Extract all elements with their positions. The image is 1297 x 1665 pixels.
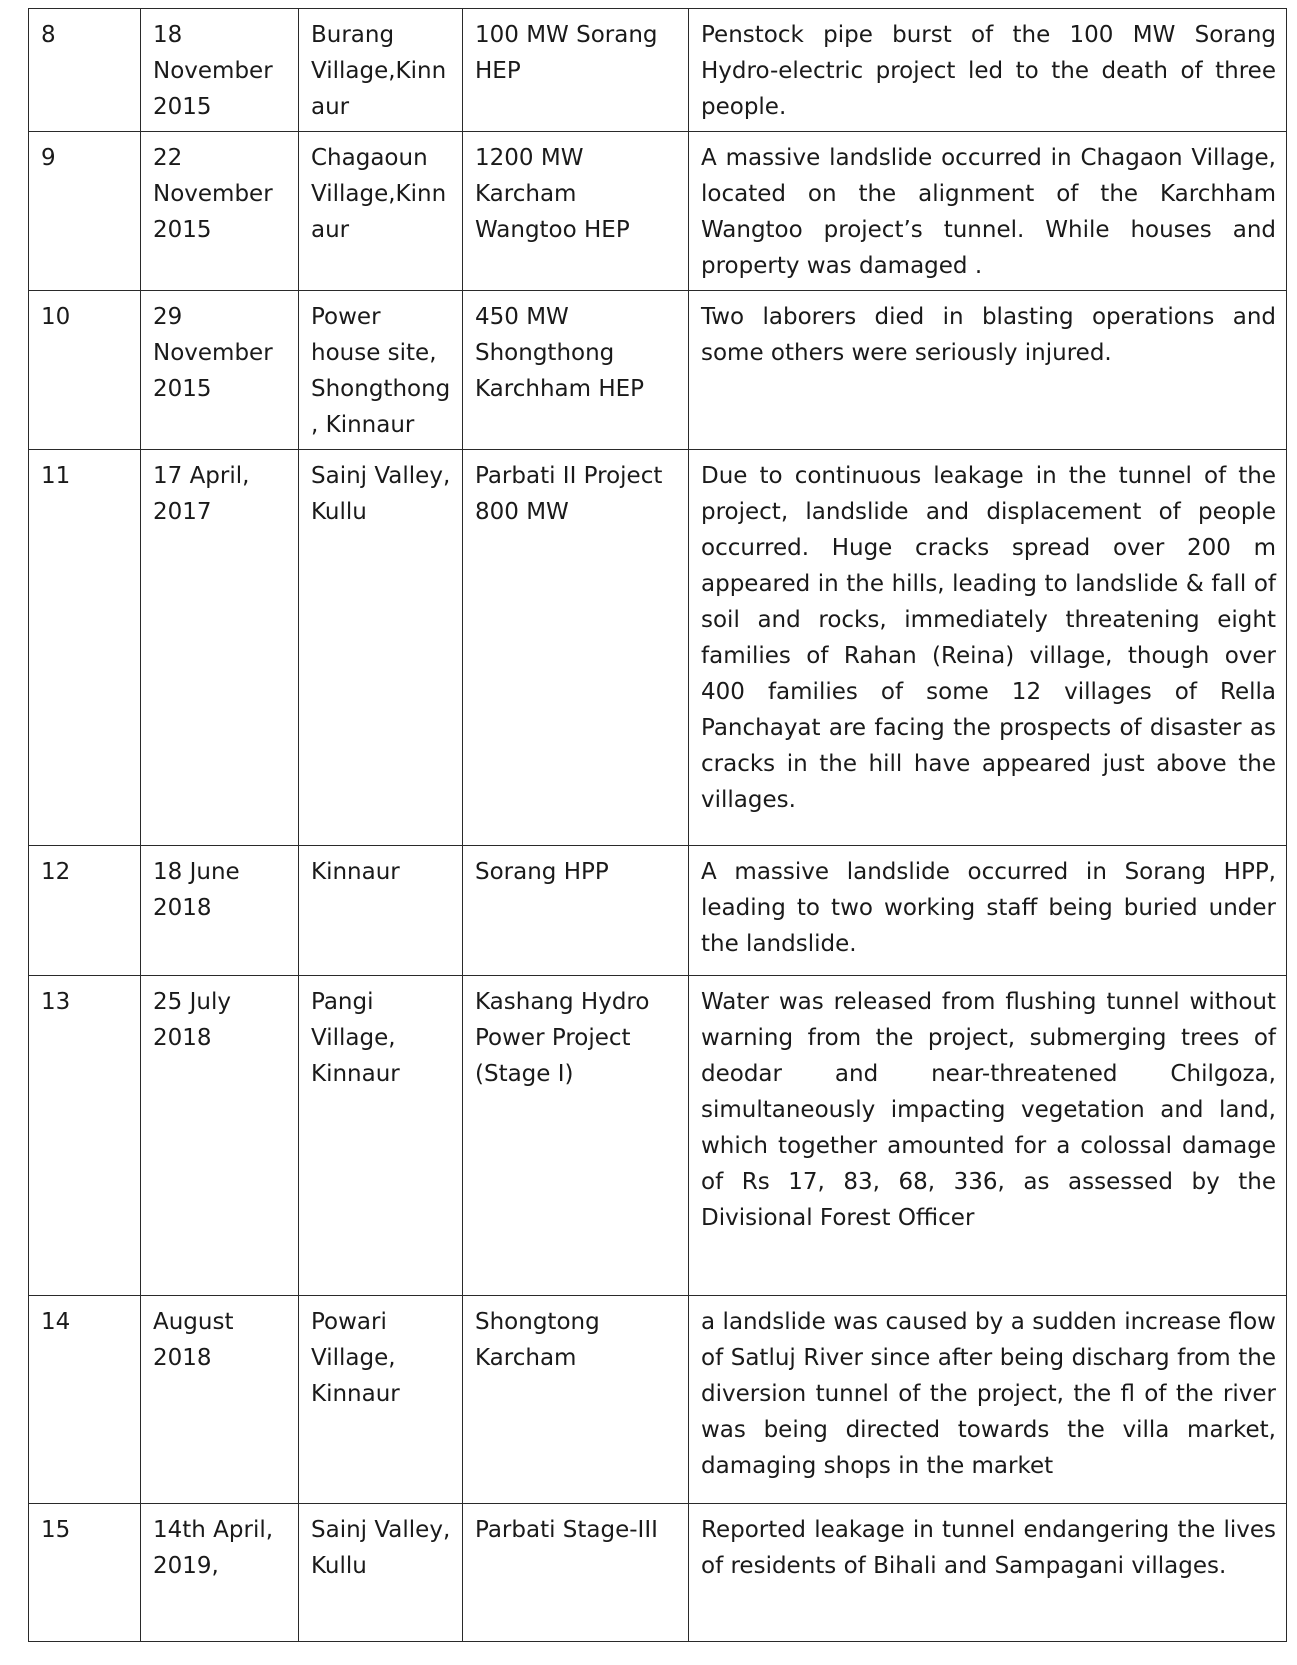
row-number: 14 bbox=[29, 1296, 141, 1504]
row-location: Burang Village,Kinnaur bbox=[299, 9, 463, 132]
row-location: Sainj Valley, Kullu bbox=[299, 450, 463, 846]
row-description: Two laborers died in blasting operations and some others were seriously injured. bbox=[689, 291, 1287, 450]
row-date: 18 November 2015 bbox=[141, 9, 299, 132]
row-location: Sainj Valley, Kullu bbox=[299, 1504, 463, 1642]
row-location: Power house site, Shongthong, Kinnaur bbox=[299, 291, 463, 450]
row-description: A massive landslide occurred in Sorang HPP, leading to two working staff being buried under the landslide. bbox=[689, 846, 1287, 976]
row-date: 17 April, 2017 bbox=[141, 450, 299, 846]
table-row bbox=[29, 132, 1287, 291]
row-description: A massive landslide occurred in Chagaon Village, located on the alignment of the Karchham Wangtoo project’s tunnel. While houses and property was damaged . bbox=[689, 132, 1287, 291]
row-location: Chagaoun Village,Kinnaur bbox=[299, 132, 463, 291]
row-date: 18 June 2018 bbox=[141, 846, 299, 976]
row-number: 13 bbox=[29, 976, 141, 1296]
row-number: 11 bbox=[29, 450, 141, 846]
row-location: Powari Village, Kinnaur bbox=[299, 1296, 463, 1504]
table-row bbox=[29, 9, 1287, 132]
row-project: Sorang HPP bbox=[463, 846, 689, 976]
table-row bbox=[29, 1504, 1287, 1642]
row-date: 22 November 2015 bbox=[141, 132, 299, 291]
row-description: Reported leakage in tunnel endangering the lives of residents of Bihali and Sampagani villages. bbox=[689, 1504, 1287, 1642]
row-project: Parbati Stage-III bbox=[463, 1504, 689, 1642]
row-project: Kashang Hydro Power Project (Stage I) bbox=[463, 976, 689, 1296]
table-row bbox=[29, 450, 1287, 846]
row-project: Parbati II Project 800 MW bbox=[463, 450, 689, 846]
row-number: 9 bbox=[29, 132, 141, 291]
row-date: August 2018 bbox=[141, 1296, 299, 1504]
row-location: Kinnaur bbox=[299, 846, 463, 976]
document-page bbox=[18, 0, 1278, 1665]
row-number: 8 bbox=[29, 9, 141, 132]
row-project: 100 MW Sorang HEP bbox=[463, 9, 689, 132]
row-date: 29 November 2015 bbox=[141, 291, 299, 450]
row-number: 15 bbox=[29, 1504, 141, 1642]
table-row bbox=[29, 976, 1287, 1296]
row-location: Pangi Village, Kinnaur bbox=[299, 976, 463, 1296]
table-row bbox=[29, 846, 1287, 976]
incidents-table bbox=[28, 8, 1287, 1642]
row-number: 10 bbox=[29, 291, 141, 450]
row-description: Water was released from flushing tunnel without warning from the project, submerging trees of deodar and near-threatened Chilgoza, simultaneously impacting vegetation and land, which together amounted for a colossal damage of Rs 17, 83, 68, 336, as assessed by the Divisional Forest Officer bbox=[689, 976, 1287, 1296]
row-project: 450 MW Shongthong Karchham HEP bbox=[463, 291, 689, 450]
table-row bbox=[29, 291, 1287, 450]
row-description: a landslide was caused by a sudden increase flow of Satluj River since after being discharg from the diversion tunnel of the project, the fl of the river was being directed towards the villa market, damaging shops in the market bbox=[689, 1296, 1287, 1504]
row-number: 12 bbox=[29, 846, 141, 976]
row-description: Due to continuous leakage in the tunnel of the project, landslide and displacement of people occurred. Huge cracks spread over 200 m appeared in the hills, leading to landslide & fall of soil and rocks, immediately threatening eight families of Rahan (Reina) village, though over 400 families of some 12 villages of Rella Panchayat are facing the prospects of disaster as cracks in the hill have appeared just above the villages. bbox=[689, 450, 1287, 846]
table-row bbox=[29, 1296, 1287, 1504]
row-project: Shongtong Karcham bbox=[463, 1296, 689, 1504]
row-description: Penstock pipe burst of the 100 MW Sorang Hydro-electric project led to the death of three people. bbox=[689, 9, 1287, 132]
row-project: 1200 MW Karcham Wangtoo HEP bbox=[463, 132, 689, 291]
row-date: 25 July 2018 bbox=[141, 976, 299, 1296]
row-date: 14th April, 2019, bbox=[141, 1504, 299, 1642]
